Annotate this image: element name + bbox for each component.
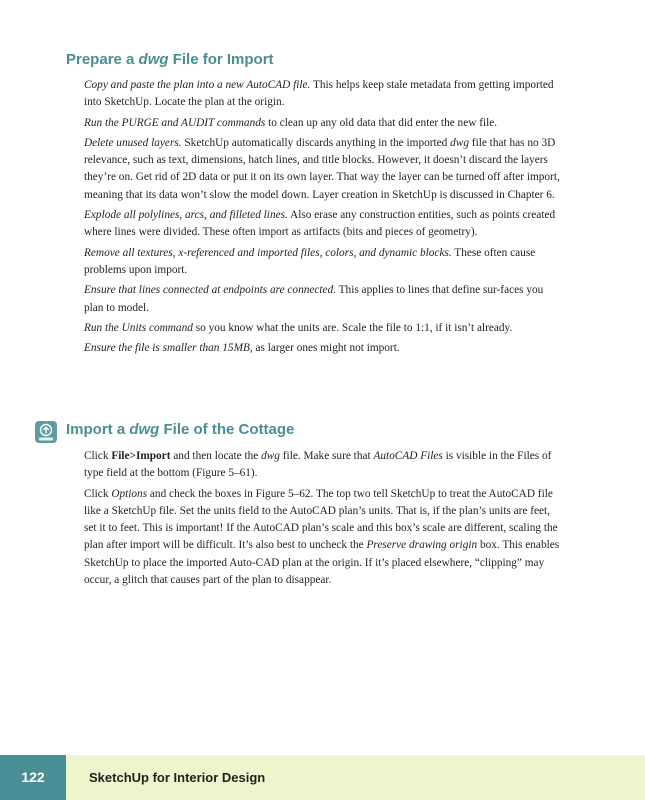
step-paragraph: Click Options and check the boxes in Figure 5–62. The top two tell SketchUp to treat the AutoCAD file like a SketchUp file. Set the units field to the AutoCAD plan’s units. That is, if the plan’s units are feet, set it to feet. This is important! If the AutoCAD plan’s scale and this box’s scale are different, scaling the plan after import will be difficult. It’s also best to uncheck the Preserve drawing origin box. This enables SketchUp to place the imported Auto-CAD plan at the origin. If it’s placed elsewhere, “clipping” may occur, a glitch that causes part of the plan to disappear.	[84, 487, 560, 587]
book-title: SketchUp for Interior Design	[89, 770, 266, 785]
step-paragraph: Run the Units command so you know what the units are. Scale the file to 1:1, if it isn’t already.	[84, 321, 513, 334]
section-heading-prepare: Prepare a dwg File for Import	[66, 51, 274, 68]
step-paragraph: Explode all polylines, arcs, and filleted lines. Also erase any construction entities, such as points created where lines were divided. These often import as artifacts (bits and pieces of geometry).	[84, 209, 556, 239]
import-steps	[84, 448, 564, 592]
upload-arrow-icon	[35, 421, 57, 443]
step-paragraph: Copy and paste the plan into a new AutoCAD file. This helps keep stale metadata from getting imported into SketchUp. Locate the plan at the origin.	[84, 79, 554, 109]
page-footer	[0, 755, 645, 800]
prepare-steps	[84, 77, 564, 360]
page-number: 122	[0, 755, 66, 800]
step-paragraph: Remove all textures, x-referenced and imported files, colors, and dynamic blocks. These often cause problems upon import.	[84, 246, 536, 276]
step-paragraph: Ensure the file is smaller than 15MB, as larger ones might not import.	[84, 342, 400, 355]
step-paragraph: Run the PURGE and AUDIT commands to clean up any old data that did enter the new file.	[84, 116, 498, 129]
online-icon	[35, 421, 57, 443]
step-paragraph: Delete unused layers. SketchUp automatically discards anything in the imported dwg file that has no 3D relevance, such as text, dimensions, hatch lines, and title blocks. However, it doesn’t discard the layers they’re on. Get rid of 2D data or put it on its own layer. That way the layer can be turned off after import, meaning that its data won’t slow the model down. Layer creation in SketchUp is discussed in Chapter 6.	[84, 136, 560, 201]
step-paragraph: Ensure that lines connected at endpoints are connected. This applies to lines that define sur-faces you plan to model.	[84, 284, 544, 314]
heading-keyword: dwg	[138, 51, 169, 68]
step-paragraph: Click File>Import and then locate the dwg file. Make sure that AutoCAD Files is visible in the Files of type field at the bottom (Figure 5–61).	[84, 450, 552, 480]
heading-keyword: dwg	[129, 421, 160, 438]
section-heading-import: Import a dwg File of the Cottage	[66, 421, 295, 438]
menu-command: File>Import	[111, 450, 171, 462]
